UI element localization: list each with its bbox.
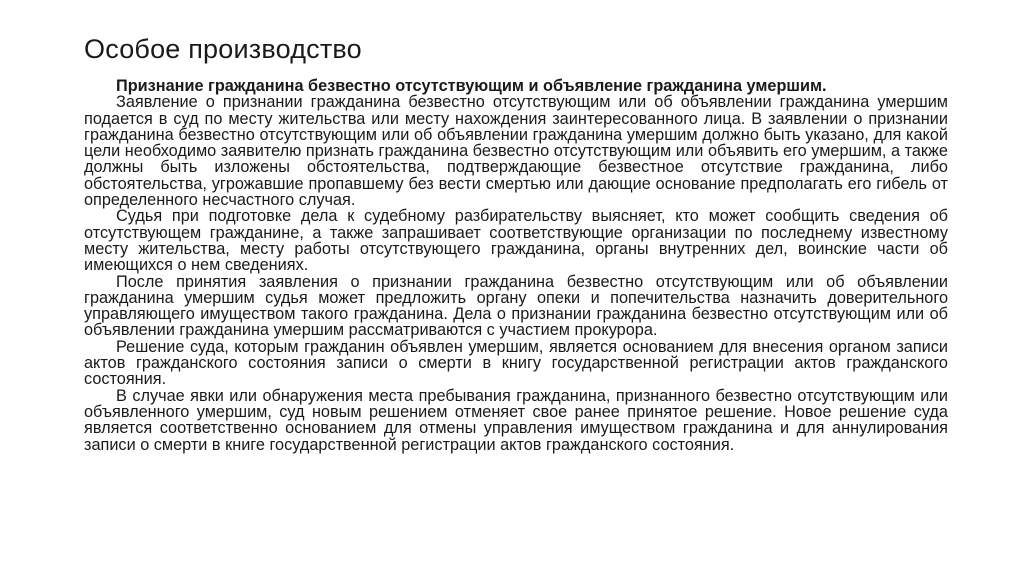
paragraph-application: Заявление о признании гражданина безвестно отсутствующим или об объявлении гражданина умершим подается в суд по месту жительства или месту нахождения заинтересованного лица. В заявлении о признании гражданина безвестно отсутствующим или об объявлении гражданина умершим должно быть указано, для какой цели необходимо заявителю признать гражданина безвестно отсутствующим или объявить его умершим, а также должны быть изложены обстоятельства, подтверждающие безвестное отсутствие гражданина, либо обстоятельства, угрожавшие пропавшему без вести смертью или дающие основание предполагать его гибель от определенного несчастного случая. (84, 93, 948, 210)
section-heading: Признание гражданина безвестно отсутствующим и объявление гражданина умершим. (116, 77, 827, 95)
slide-title: Особое производство (84, 34, 362, 64)
paragraph-trust-management: После принятия заявления о признании гражданина безвестно отсутствующим или об объявлении гражданина умершим судья может предложить органу опеки и попечительства назначить доверительного управляющего имуществом такого гражданина. Дела о признании гражданина безвестно отсутствующим или об объявлении гражданина умершим рассматриваются с участием прокурора. (84, 272, 948, 340)
paragraph-judge-preparation: Судья при подготовке дела к судебному разбирательству выясняет, кто может сообщить сведения об отсутствующем гражданине, а также запрашивает соответствующие организации по последнему известному месту жительства, месту работы отсутствующего гражданина, органы внутренних дел, воинские части об имеющихся о нем сведениях. (84, 207, 948, 275)
slide-body (84, 78, 948, 453)
paragraph-reappearance: В случае явки или обнаружения места пребывания гражданина, признанного безвестно отсутствующим или объявленного умершим, суд новым решением отменяет свое ранее принятое решение. Новое решение суда является соответственно основанием для отмены управления имуществом гражданина и для аннулирования записи о смерти в книге государственной регистрации актов гражданского состояния. (84, 386, 948, 454)
paragraph-death-record: Решение суда, которым гражданин объявлен умершим, является основанием для внесения органом записи актов гражданского состояния записи о смерти в книгу государственной регистрации актов гражданского состояния. (84, 337, 948, 389)
